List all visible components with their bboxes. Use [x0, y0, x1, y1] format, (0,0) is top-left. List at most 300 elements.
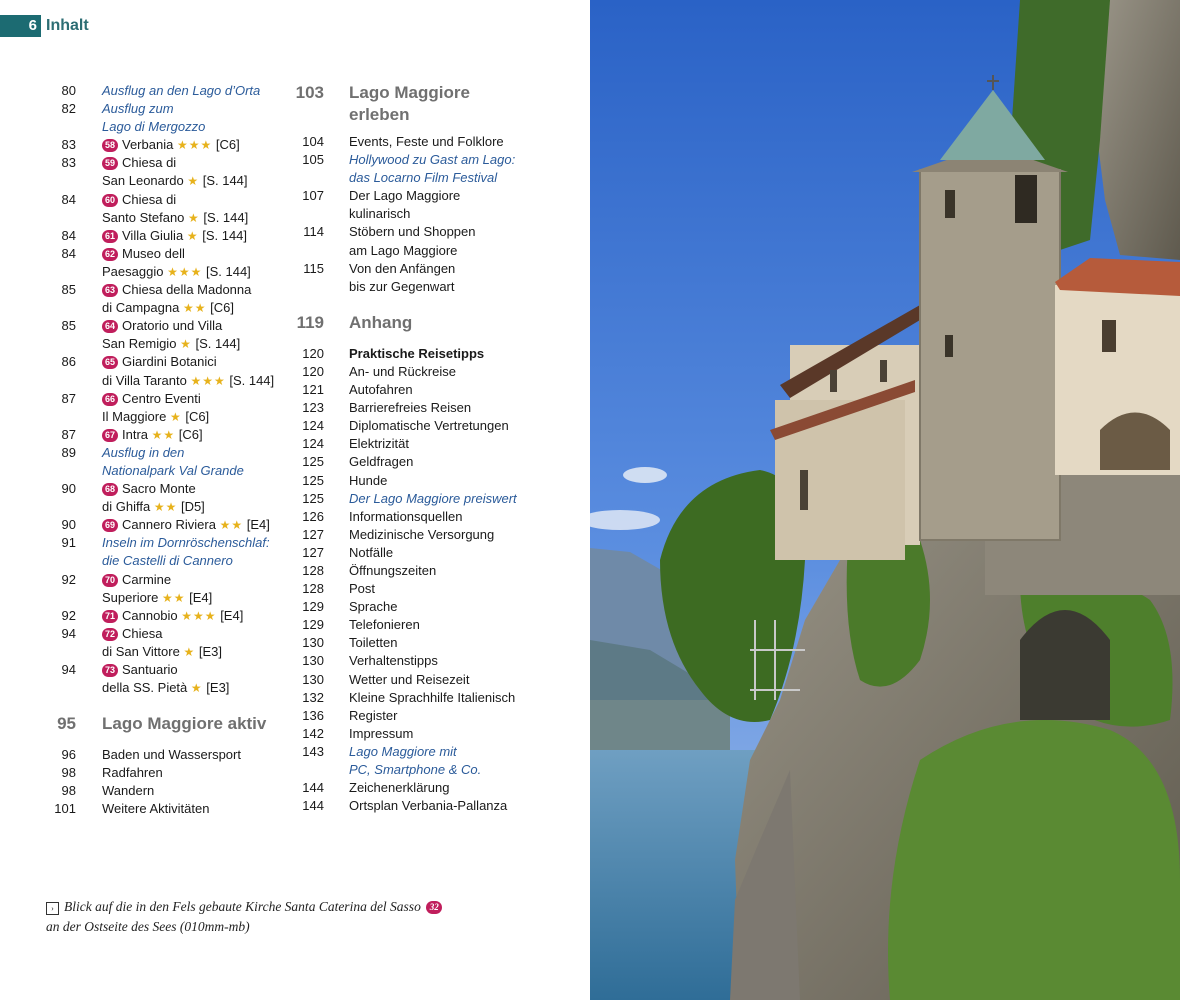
toc-entry-text — [349, 616, 550, 634]
toc-entry-text — [102, 245, 290, 263]
toc-entry-text — [349, 187, 550, 205]
toc-entry-text — [102, 746, 290, 764]
toc-entry-text — [102, 299, 290, 317]
toc-entry[interactable] — [290, 435, 550, 453]
star-rating-icon: ★ — [180, 337, 192, 352]
toc-entry-label: Hunde — [349, 472, 388, 488]
toc-entry[interactable] — [290, 260, 550, 296]
section-page-number: 95 — [57, 714, 76, 734]
toc-entry-text — [102, 661, 290, 679]
toc-entry-label: Santuario — [122, 662, 178, 677]
toc-entry-label: Centro Eventi — [122, 390, 201, 406]
toc-page-number: 125 — [302, 472, 324, 488]
star-rating-icon: ★ — [186, 228, 199, 243]
toc-entry-text — [349, 652, 550, 670]
toc-entry-text — [349, 707, 550, 725]
toc-entry-label: Post — [349, 581, 376, 597]
toc-page-number: 127 — [302, 544, 324, 560]
caption-line-2: an der Ostseite des Sees (010mm-mb) — [46, 919, 250, 934]
toc-entry-label: Weitere Aktivitäten — [102, 801, 210, 817]
toc-entry-text — [349, 381, 550, 399]
toc-page-number: 125 — [302, 490, 324, 506]
poi-badge: 72 — [102, 628, 118, 641]
photo-santa-caterina — [590, 0, 1180, 1000]
toc-entry-text — [349, 242, 550, 260]
caption-line-1: Blick auf die in den Fels gebaute Kirche Santa Caterina del Sasso — [64, 899, 421, 914]
star-rating-icon: ★★ — [182, 301, 207, 316]
toc-entry-label: Giardini Botanici — [122, 354, 217, 370]
toc-entry-label: Lago di Mergozzo — [102, 119, 206, 135]
map-reference: [E4] — [189, 589, 213, 605]
toc-entry-text — [102, 82, 290, 100]
toc-entry-label: Ausflug in den — [102, 444, 185, 460]
toc-entry[interactable] — [290, 598, 550, 616]
toc-entry[interactable] — [290, 417, 550, 435]
toc-entry[interactable] — [290, 580, 550, 598]
toc-entry-label: Telefonieren — [349, 617, 420, 633]
toc-entry-label: Der Lago Maggiore preiswert — [349, 490, 517, 506]
toc-page-number: 121 — [302, 382, 324, 398]
toc-entry-label: die Castelli di Cannero — [102, 553, 233, 569]
section-page-number: 119 — [296, 312, 324, 332]
poi-badge: 63 — [102, 284, 118, 297]
toc-entry[interactable] — [50, 281, 290, 317]
toc-page-number: 89 — [61, 444, 76, 460]
toc-page-number: 130 — [302, 653, 324, 669]
toc-entry[interactable] — [50, 245, 290, 281]
toc-entry-label: Diplomatische Vertretungen — [349, 418, 509, 434]
toc-entry-text — [102, 782, 290, 800]
toc-entry-text — [349, 223, 550, 241]
star-rating-icon: ★★ — [151, 427, 176, 442]
toc-entry-label: Superiore — [102, 589, 159, 605]
arrow-icon: › — [46, 902, 59, 915]
toc-entry-text — [102, 625, 290, 643]
toc-page-number: 142 — [302, 725, 324, 741]
toc-entry-text — [349, 779, 550, 797]
toc-entry-label: Cannero Riviera — [122, 517, 216, 533]
toc-page-number: 87 — [61, 426, 76, 442]
toc-entry-label: Lago Maggiore mit — [349, 743, 457, 759]
toc-page-number: 98 — [61, 783, 76, 799]
toc-page-number: 124 — [302, 436, 324, 452]
toc-page-number: 127 — [302, 526, 324, 542]
toc-entry-text — [102, 209, 290, 227]
toc-entry-text — [102, 227, 290, 245]
toc-entry-label: Stöbern und Shoppen — [349, 224, 476, 240]
toc-entry-label: di Ghiffa — [102, 499, 151, 515]
toc-entry-label: Inseln im Dornröschenschlaf: — [102, 535, 270, 551]
toc-entry[interactable] — [290, 151, 550, 187]
section-title: Anhang — [349, 312, 413, 332]
toc-entry[interactable] — [290, 652, 550, 670]
toc-entry[interactable] — [290, 707, 550, 725]
toc-entry-text — [349, 508, 550, 526]
toc-page-number: 125 — [302, 454, 324, 470]
toc-entry-text — [349, 580, 550, 598]
toc-entry[interactable] — [50, 317, 290, 353]
toc-entry-label: Geldfragen — [349, 454, 414, 470]
toc-entry-label: Paesaggio — [102, 263, 164, 279]
toc-entry-label: Chiesa di — [122, 191, 177, 207]
toc-entry-text — [102, 281, 290, 299]
poi-badge: 61 — [102, 230, 118, 243]
toc-entry-text — [102, 390, 290, 408]
toc-entry[interactable] — [290, 743, 550, 779]
toc-entry-label: das Locarno Film Festival — [349, 170, 498, 186]
poi-badge: 69 — [102, 519, 118, 532]
toc-entry-text — [102, 571, 290, 589]
toc-entry-label: Intra — [122, 426, 149, 442]
toc-entry[interactable] — [50, 390, 290, 426]
star-rating-icon: ★ — [190, 681, 203, 696]
toc-entry[interactable] — [50, 625, 290, 661]
toc-entry-text — [349, 490, 550, 508]
toc-entry[interactable] — [50, 661, 290, 697]
toc-entry-label: Cannobio — [122, 607, 178, 623]
toc-entry-text — [102, 191, 290, 209]
toc-page-number: 105 — [302, 152, 324, 168]
map-reference: [E4] — [220, 607, 244, 623]
toc-page-number: 128 — [302, 562, 324, 578]
toc-entry-text — [349, 743, 550, 761]
toc-entry-label: Museo dell — [122, 245, 185, 261]
poi-badge: 68 — [102, 483, 118, 496]
toc-entry-label: Barrierefreies Reisen — [349, 400, 472, 416]
toc-entry-label: Notfälle — [349, 544, 394, 560]
toc-entry-text — [349, 725, 550, 743]
toc-entry-label: San Remigio — [102, 336, 177, 352]
map-reference: [E3] — [198, 643, 222, 659]
toc-entry-label: della SS. Pietà — [102, 680, 188, 696]
toc-entry-label: Oratorio und Villa — [122, 318, 223, 334]
toc-entry[interactable] — [290, 562, 550, 580]
star-rating-icon: ★ — [188, 210, 200, 225]
star-rating-icon: ★★ — [162, 590, 186, 605]
star-rating-icon: ★★★ — [167, 264, 203, 279]
toc-entry-label: Toiletten — [349, 635, 398, 651]
toc-page-number: 82 — [61, 101, 76, 117]
map-reference: [S. 144] — [229, 372, 275, 388]
toc-entry-text — [349, 689, 550, 707]
toc-entry-text — [102, 800, 290, 818]
toc-entry-label: Autofahren — [349, 382, 413, 398]
toc-entry[interactable] — [50, 191, 290, 227]
toc-entry-text — [102, 154, 290, 172]
toc-entry[interactable] — [50, 426, 290, 444]
toc-entry-text — [349, 526, 550, 544]
toc-entry-label: Ausflug an den Lago d’Orta — [102, 83, 261, 98]
map-reference: [S. 144] — [195, 336, 241, 352]
map-reference: [S. 144] — [202, 173, 248, 189]
toc-entry-label: Informationsquellen — [349, 508, 463, 524]
toc-entry-label: Medizinische Versorgung — [349, 526, 495, 542]
toc-entry-label: Öffnungszeiten — [349, 562, 437, 578]
toc-page-number: 144 — [302, 798, 324, 814]
poi-badge: 58 — [102, 139, 118, 152]
toc-page-number: 83 — [61, 137, 76, 153]
poi-badge: 66 — [102, 393, 118, 406]
toc-entry-text — [102, 118, 290, 136]
poi-badge: 70 — [102, 574, 118, 587]
toc-entry-label: kulinarisch — [349, 206, 411, 222]
toc-entry[interactable] — [290, 779, 550, 797]
toc-entry-text — [102, 589, 290, 607]
toc-section-heading — [290, 82, 550, 126]
toc-entry[interactable] — [290, 797, 550, 815]
toc-entry[interactable] — [290, 345, 550, 363]
toc-page-number: 94 — [61, 625, 76, 641]
toc-entry[interactable] — [50, 154, 290, 190]
toc-section-heading — [50, 713, 290, 735]
toc-page-number: 90 — [61, 517, 76, 533]
poi-badge: 67 — [102, 429, 118, 442]
toc-entry-text — [102, 408, 290, 426]
toc-entry-label: Ausflug zum — [102, 101, 174, 117]
poi-badge: 71 — [102, 610, 118, 623]
toc-entry[interactable] — [290, 544, 550, 562]
toc-page-number: 144 — [302, 780, 324, 796]
toc-entry-text — [102, 317, 290, 335]
star-rating-icon: ★ — [183, 644, 196, 659]
toc-entry-label: San Leonardo — [102, 173, 184, 189]
toc-entry[interactable] — [290, 490, 550, 508]
toc-entry[interactable] — [290, 472, 550, 490]
toc-entry[interactable] — [50, 782, 290, 800]
toc-page-number: 85 — [61, 282, 76, 298]
toc-entry-text — [349, 634, 550, 652]
toc-page-number: 126 — [302, 508, 324, 524]
toc-page-number: 130 — [302, 671, 324, 687]
toc-entry-text — [349, 363, 550, 381]
toc-page-number: 101 — [54, 801, 76, 817]
toc-page-number: 143 — [302, 743, 324, 759]
toc-entry-text — [102, 372, 290, 390]
toc-entry-text — [102, 498, 290, 516]
toc-entry-label: Events, Feste und Folklore — [349, 134, 504, 149]
toc-page-number: 114 — [303, 224, 324, 240]
toc-entry-text — [102, 764, 290, 782]
toc-entry-label: Santo Stefano — [102, 209, 185, 225]
toc-page-number: 84 — [61, 191, 76, 207]
toc-entry[interactable] — [290, 725, 550, 743]
toc-entry[interactable] — [290, 363, 550, 381]
toc-entry-text — [102, 426, 290, 444]
section-title-line-2: erleben — [349, 105, 410, 124]
toc-entry-label: Wetter und Reisezeit — [349, 671, 470, 687]
toc-entry[interactable] — [290, 508, 550, 526]
toc-entry-label: Villa Giulia — [122, 227, 184, 243]
toc-entry-label: Il Maggiore — [102, 408, 167, 424]
toc-entry-label: Chiesa della Madonna — [122, 282, 252, 298]
section-title: Lago Maggiore aktiv — [102, 714, 267, 734]
toc-entry-text — [349, 133, 550, 151]
toc-entry-label: Elektrizität — [349, 436, 409, 452]
toc-entry-label: Baden und Wassersport — [102, 747, 241, 763]
toc-entry[interactable] — [290, 526, 550, 544]
poi-badge: 60 — [102, 194, 118, 207]
section-page-number: 103 — [295, 83, 324, 102]
toc-entry-label: Ortsplan Verbania-Pallanza — [349, 798, 508, 814]
toc-entry-text — [102, 172, 290, 190]
toc-entry-text — [102, 679, 290, 697]
toc-page-number: 129 — [302, 617, 324, 633]
poi-badge: 65 — [102, 356, 118, 369]
map-reference: [C6] — [215, 137, 240, 153]
page-number: 6 — [0, 15, 41, 37]
toc-page-number: 92 — [61, 607, 76, 623]
toc-entry[interactable] — [50, 534, 290, 570]
toc-page-number: 124 — [302, 418, 324, 434]
toc-page-number: 92 — [61, 571, 76, 587]
toc-entry-label: Wandern — [102, 783, 155, 799]
page-title: Inhalt — [46, 17, 89, 34]
star-rating-icon: ★★ — [219, 518, 244, 533]
toc-entry-text — [349, 278, 550, 296]
toc-entry-text — [349, 205, 550, 223]
toc-entry-text — [349, 169, 550, 187]
toc-page-number: 94 — [61, 662, 76, 677]
toc-entry[interactable] — [50, 607, 290, 625]
toc-entry-label: Verbania — [122, 137, 174, 153]
toc-entry[interactable] — [290, 689, 550, 707]
caption-badge: 32 — [426, 901, 442, 914]
toc-entry[interactable] — [50, 353, 290, 389]
toc-page-number: 98 — [61, 765, 76, 781]
toc-page-number: 123 — [302, 400, 324, 416]
toc-entry[interactable] — [50, 444, 290, 480]
toc-page-number: 107 — [302, 188, 324, 204]
toc-page-number: 90 — [61, 481, 76, 497]
toc-entry-label: Der Lago Maggiore — [349, 188, 461, 204]
toc-entry[interactable] — [290, 133, 550, 151]
map-reference: [E3] — [206, 680, 230, 696]
toc-entry[interactable] — [290, 399, 550, 417]
toc-page-number: 136 — [302, 707, 324, 723]
toc-entry[interactable] — [50, 136, 290, 154]
toc-entry[interactable] — [50, 746, 290, 764]
toc-entry[interactable] — [290, 223, 550, 259]
map-reference: [C6] — [178, 426, 203, 442]
toc-entry-text — [102, 335, 290, 353]
toc-entry-label: di Campagna — [102, 300, 180, 316]
toc-entry-label: Radfahren — [102, 765, 163, 781]
toc-entry-text — [349, 399, 550, 417]
toc-entry-label: Chiesa di — [122, 155, 177, 171]
toc-page-number: 84 — [61, 227, 76, 243]
toc-entry-label: Sacro Monte — [122, 481, 196, 497]
toc-entry-label: Register — [349, 707, 398, 723]
toc-entry-label: Hollywood zu Gast am Lago: — [349, 152, 516, 168]
map-reference: [C6] — [185, 408, 210, 424]
toc-entry[interactable] — [50, 571, 290, 607]
toc-entry-text — [349, 562, 550, 580]
toc-section-heading — [290, 312, 550, 334]
toc-page-number: 129 — [302, 599, 324, 615]
toc-page-number: 120 — [302, 345, 324, 361]
toc-entry[interactable] — [50, 227, 290, 245]
toc-entry[interactable] — [50, 480, 290, 516]
toc-entry-text — [349, 472, 550, 490]
toc-entry-text — [102, 462, 290, 480]
toc-entry[interactable] — [50, 800, 290, 818]
toc-entry-text — [102, 444, 290, 462]
toc-entry-label: bis zur Gegenwart — [349, 278, 455, 294]
toc-entry-text — [102, 534, 290, 552]
toc-page-number: 84 — [61, 245, 76, 261]
toc-page-number: 132 — [302, 689, 324, 705]
toc-entry-label: Carmine — [122, 571, 172, 587]
toc-entry-text — [102, 263, 290, 281]
toc-entry-text — [102, 480, 290, 498]
toc-entry-text — [349, 417, 550, 435]
toc-entry-label: di San Vittore — [102, 643, 180, 659]
star-rating-icon: ★★★ — [181, 608, 217, 623]
toc-entry-text — [349, 598, 550, 616]
toc-page-number: 86 — [61, 354, 76, 370]
map-reference: [D5] — [180, 499, 205, 515]
toc-entry-text — [349, 260, 550, 278]
toc-entry[interactable] — [50, 100, 290, 136]
toc-entry[interactable] — [290, 634, 550, 652]
toc-column-right — [290, 82, 550, 815]
star-rating-icon: ★ — [169, 409, 182, 424]
toc-entry-text — [349, 761, 550, 779]
toc-entry[interactable] — [290, 671, 550, 689]
toc-entry[interactable] — [290, 453, 550, 471]
map-reference: [S. 144] — [205, 263, 251, 279]
toc-entry[interactable] — [290, 187, 550, 223]
toc-entry-text — [349, 797, 550, 815]
toc-entry-text — [102, 552, 290, 570]
toc-entry[interactable] — [290, 616, 550, 634]
map-reference: [C6] — [210, 300, 234, 316]
toc-entry-label: PC, Smartphone & Co. — [349, 762, 482, 777]
toc-entry-text — [349, 345, 550, 363]
toc-entry[interactable] — [50, 82, 290, 100]
toc-entry-text — [102, 353, 290, 371]
toc-entry-label: Kleine Sprachhilfe Italienisch — [349, 689, 516, 705]
toc-page-number: 87 — [61, 390, 76, 406]
toc-entry-label: Sprache — [349, 599, 398, 615]
toc-entry-text — [102, 643, 290, 661]
toc-entry-text — [349, 671, 550, 689]
toc-entry[interactable] — [290, 381, 550, 399]
toc-entry-label: Zeichenerklärung — [349, 780, 450, 796]
toc-entry-label: di Villa Taranto — [102, 372, 187, 388]
toc-page-number: 83 — [61, 155, 76, 171]
toc-entry-text — [349, 544, 550, 562]
toc-page-number: 104 — [302, 134, 324, 149]
toc-entry-label: Nationalpark Val Grande — [102, 462, 244, 478]
toc-entry[interactable] — [50, 764, 290, 782]
toc-page-number: 120 — [302, 363, 324, 379]
toc-entry[interactable] — [50, 516, 290, 534]
star-rating-icon: ★★★ — [190, 373, 226, 388]
star-rating-icon: ★★★ — [176, 138, 213, 153]
star-rating-icon: ★★ — [153, 500, 178, 515]
toc-page-number: 130 — [302, 635, 324, 651]
star-rating-icon: ★ — [187, 174, 200, 189]
toc-column-left — [50, 82, 290, 819]
toc-page-number: 128 — [302, 581, 324, 597]
map-reference: [E4] — [246, 517, 270, 533]
toc-entry-label: Von den Anfängen — [349, 260, 456, 276]
toc-entry-text — [102, 136, 290, 154]
toc-page-number: 96 — [61, 747, 76, 763]
poi-badge: 62 — [102, 248, 118, 261]
poi-badge: 73 — [102, 664, 118, 677]
